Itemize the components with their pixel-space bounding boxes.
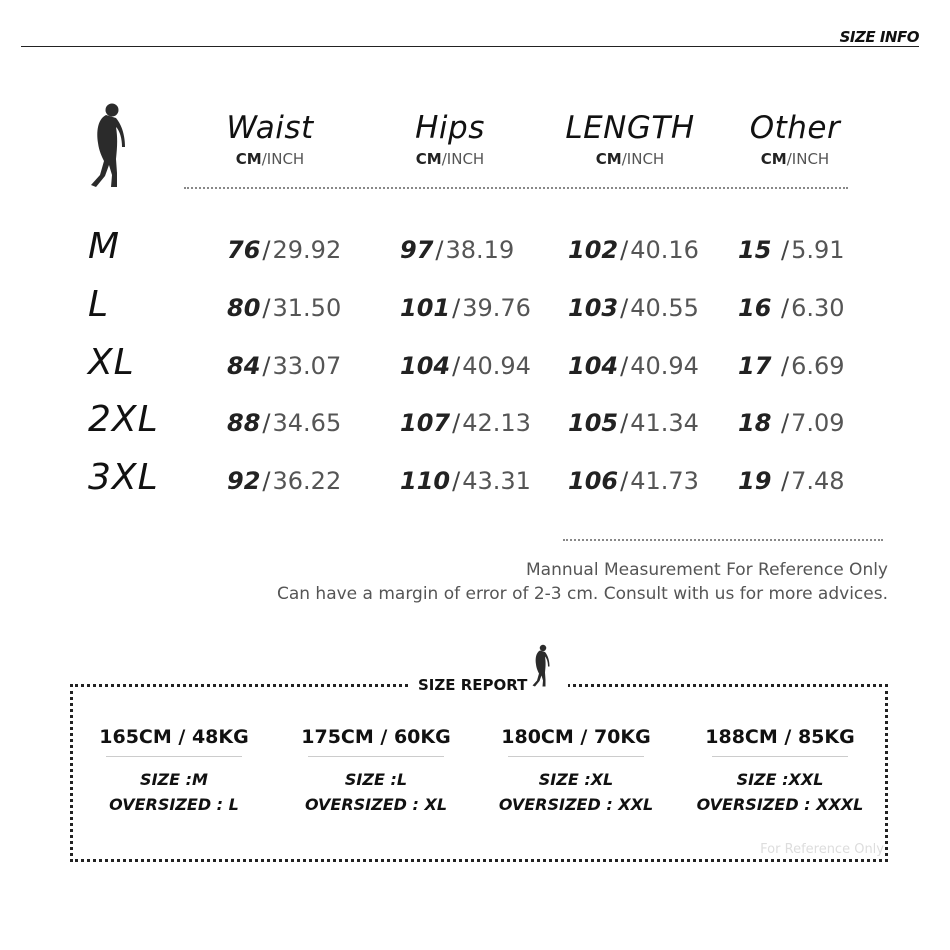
size-report-item — [84, 726, 264, 817]
table-cell: 84/33.07 — [227, 352, 342, 380]
cell-inch: 5.91 — [791, 236, 845, 264]
table-cell: 19 /7.48 — [738, 467, 845, 495]
cell-cm: 92 — [227, 467, 261, 495]
report-size: SIZE :M — [140, 770, 208, 789]
unit-sep: / — [441, 150, 447, 168]
cell-cm: 107 — [400, 409, 451, 437]
report-divider — [712, 756, 848, 757]
report-divider — [308, 756, 444, 757]
cell-cm: 16 — [738, 294, 772, 322]
table-cell: 15 /5.91 — [738, 236, 845, 264]
table-cell: 102/40.16 — [568, 236, 699, 264]
unit-inch: INCH — [266, 150, 305, 168]
table-cell: 18 /7.09 — [738, 409, 845, 437]
table-cell: 92/36.22 — [227, 467, 342, 495]
cell-cm: 80 — [227, 294, 261, 322]
cell-inch: 40.94 — [630, 352, 699, 380]
cell-cm: 101 — [400, 294, 451, 322]
cell-inch: 7.09 — [791, 409, 845, 437]
cell-inch: 7.48 — [791, 467, 845, 495]
cell-cm: 76 — [227, 236, 261, 264]
unit-cm: CM — [595, 150, 622, 168]
report-oversized: OVERSIZED : XXXL — [696, 795, 864, 814]
height-weight: 180CM / 70KG — [501, 726, 651, 748]
cell-inch: 33.07 — [272, 352, 342, 380]
cell-inch: 29.92 — [272, 236, 342, 264]
size-report-item — [286, 726, 466, 817]
cell-inch: 40.16 — [630, 236, 699, 264]
column-head-hips — [390, 110, 510, 168]
height-weight: 165CM / 48KG — [99, 726, 249, 748]
table-cell: 80/31.50 — [227, 294, 342, 322]
size-label-m: M — [88, 226, 121, 267]
cell-cm: 17 — [738, 352, 772, 380]
unit-sep: / — [786, 150, 792, 168]
cell-cm: 103 — [568, 294, 619, 322]
column-head-other — [735, 110, 855, 168]
report-divider — [508, 756, 644, 757]
report-footnote: For Reference Only — [760, 842, 884, 857]
table-cell: 104/40.94 — [400, 352, 531, 380]
size-label-2xl: 2XL — [88, 399, 159, 440]
table-cell: 88/34.65 — [227, 409, 342, 437]
table-cell: 76/29.92 — [227, 236, 342, 264]
column-unit — [390, 150, 510, 168]
table-cell: 110/43.31 — [400, 467, 531, 495]
cell-inch: 6.69 — [791, 352, 845, 380]
note-margin-of-error: Can have a margin of error of 2-3 cm. Consult with us for more advices. — [276, 584, 888, 604]
height-weight: 188CM / 85KG — [705, 726, 855, 748]
size-report-item — [486, 726, 666, 817]
unit-sep: / — [621, 150, 627, 168]
column-head-waist — [210, 110, 330, 168]
cell-cm: 88 — [227, 409, 261, 437]
unit-cm: CM — [760, 150, 787, 168]
unit-inch: INCH — [791, 150, 830, 168]
column-unit — [550, 150, 710, 168]
size-report-item — [690, 726, 870, 817]
column-title: Waist — [226, 110, 314, 146]
cell-cm: 106 — [568, 467, 619, 495]
unit-inch: INCH — [626, 150, 665, 168]
cell-inch: 34.65 — [272, 409, 342, 437]
size-label-l: L — [88, 284, 110, 325]
cell-inch: 38.19 — [445, 236, 515, 264]
header-dotted-divider — [184, 187, 848, 189]
table-cell: 104/40.94 — [568, 352, 699, 380]
table-cell: 97/38.19 — [400, 236, 515, 264]
cell-cm: 105 — [568, 409, 619, 437]
column-unit — [210, 150, 330, 168]
cell-inch: 40.55 — [630, 294, 699, 322]
ape-silhouette-icon — [86, 103, 130, 189]
column-head-length — [550, 110, 710, 168]
cell-cm: 19 — [738, 467, 772, 495]
size-report-title: SIZE REPORT — [418, 676, 528, 694]
cell-inch: 36.22 — [272, 467, 342, 495]
note-reference: Mannual Measurement For Reference Only — [526, 560, 888, 580]
table-cell: 16 /6.30 — [738, 294, 845, 322]
size-label-xl: XL — [88, 342, 135, 383]
size-label-3xl: 3XL — [88, 457, 159, 498]
cell-inch: 42.13 — [462, 409, 531, 437]
table-cell: 101/39.76 — [400, 294, 531, 322]
cell-inch: 6.30 — [791, 294, 845, 322]
unit-cm: CM — [235, 150, 262, 168]
report-size: SIZE :L — [344, 770, 408, 789]
column-title: Other — [749, 110, 841, 146]
cell-inch: 43.31 — [462, 467, 531, 495]
cell-inch: 41.34 — [630, 409, 699, 437]
report-oversized: OVERSIZED : XXL — [498, 795, 654, 814]
cell-inch: 31.50 — [272, 294, 342, 322]
column-title: Hips — [415, 110, 485, 146]
cell-cm: 110 — [400, 467, 451, 495]
cell-inch: 41.73 — [630, 467, 699, 495]
cell-cm: 15 — [738, 236, 772, 264]
cell-cm: 18 — [738, 409, 772, 437]
column-unit — [735, 150, 855, 168]
report-oversized: OVERSIZED : L — [109, 795, 239, 814]
unit-cm: CM — [415, 150, 442, 168]
column-title: LENGTH — [565, 110, 695, 146]
table-cell: 103/40.55 — [568, 294, 699, 322]
report-size: SIZE :XL — [538, 770, 614, 789]
page-title: SIZE INFO — [839, 28, 919, 46]
cell-cm: 104 — [568, 352, 619, 380]
report-divider — [106, 756, 242, 757]
cell-inch: 39.76 — [462, 294, 531, 322]
header-divider — [21, 46, 919, 47]
unit-inch: INCH — [446, 150, 485, 168]
table-cell: 17 /6.69 — [738, 352, 845, 380]
cell-cm: 104 — [400, 352, 451, 380]
table-cell: 105/41.34 — [568, 409, 699, 437]
cell-cm: 84 — [227, 352, 261, 380]
note-dotted-divider — [563, 539, 883, 541]
unit-sep: / — [261, 150, 267, 168]
ape-silhouette-small-icon — [530, 641, 552, 691]
cell-cm: 102 — [568, 236, 619, 264]
cell-cm: 97 — [400, 236, 434, 264]
report-size: SIZE :XXL — [736, 770, 824, 789]
report-oversized: OVERSIZED : XL — [304, 795, 448, 814]
height-weight: 175CM / 60KG — [301, 726, 451, 748]
cell-inch: 40.94 — [462, 352, 531, 380]
table-cell: 107/42.13 — [400, 409, 531, 437]
table-cell: 106/41.73 — [568, 467, 699, 495]
